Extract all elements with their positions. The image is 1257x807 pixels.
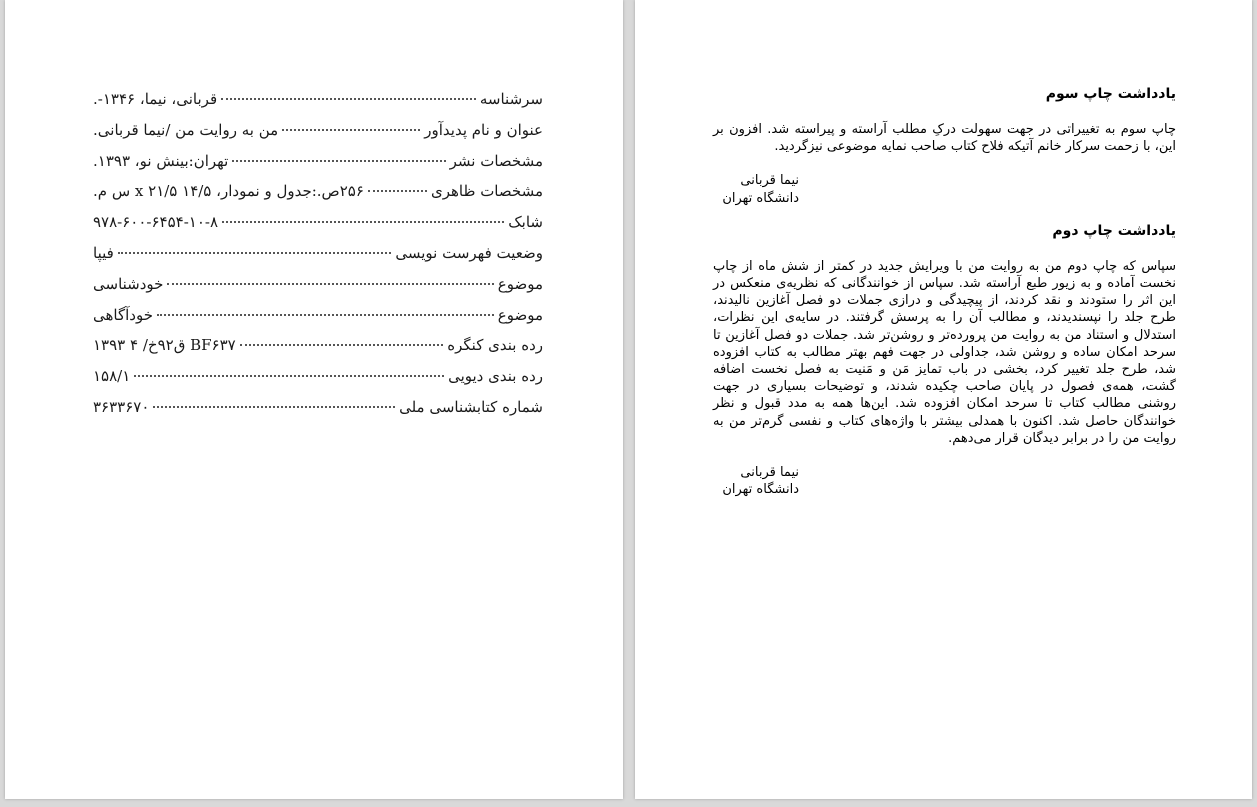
signature-name: نیما قربانی [740,173,799,189]
catalog-row [93,146,543,177]
catalog-value: خودشناسی [93,274,164,293]
catalog-label: شابک [508,213,543,232]
catalog-label: عنوان و نام پدیدآور [424,120,543,139]
note-heading: یادداشت چاپ سوم [1045,86,1176,102]
catalog-value: ۳۶۳۳۶۷۰ [93,397,150,416]
dotted-leader [153,406,395,408]
note-heading: یادداشت چاپ دوم [1052,222,1176,239]
catalog-row [93,176,543,207]
catalog-row [93,84,543,115]
catalog-row [93,361,543,392]
dotted-leader [221,98,476,100]
catalog-value: ۲۵۶ص.:جدول و نمودار، ۱۴/۵ x ۲۱/۵ س م. [93,182,364,201]
catalog-label: سرشناسه [479,90,543,108]
catalog-value: ۹۷۸-۶۰۰-۶۴۵۴-۱۰-۸ [93,213,219,232]
catalog-value: من به روایت من /نیما قربانی. [93,120,279,139]
catalog-row [93,330,543,361]
catalog-label: موضوع [497,305,543,324]
catalog-label: رده بندی دیویی [448,367,543,386]
signature-name: نیما قربانی [740,465,799,481]
dotted-leader [368,190,427,192]
catalog-label: رده بندی کنگره [447,336,543,355]
catalog-row [93,392,543,423]
catalog-value: ۱۵۸/۱ [93,367,131,386]
catalog-row [93,269,543,300]
catalog-label: وضعیت فهرست نویسی [395,243,543,262]
catalog-label: موضوع [497,274,543,293]
note-body: چاپ سوم به تغییراتی در جهت سهولت درکِ مطلب آراسته و پیراسته شد. افزون بر این، با زحمت سرکار خانم آتیکه فلاح کتاب صاحب نمایه موضوعی نیزگردید. [713,122,1176,155]
catalog-row [93,115,543,146]
dotted-leader [232,160,445,162]
catalog-value: BF۶۳۷ ق۹۲خ/ ۴ ۱۳۹۳ [93,336,236,355]
dotted-leader [167,283,493,285]
catalog-value: فیپا [93,243,114,262]
signature-place: دانشگاه تهران [722,190,799,206]
catalog-record [93,84,543,423]
second-edition-note [713,221,1176,513]
catalog-value: تهران:بینش نو، ۱۳۹۳. [93,151,229,170]
page-left [5,0,623,799]
dotted-leader [134,375,444,377]
dotted-leader [222,221,504,223]
page-right [635,0,1252,799]
catalog-label: مشخصات ظاهری [430,182,543,201]
dotted-leader [157,314,494,316]
signature-block [713,155,1176,220]
catalog-row [93,207,543,238]
note-body: سپاس که چاپ دوم من به روایت من با ویرایش جدید در کمتر از شش ماه از چاپ نخست آماده و به زیور طبع آراسته شد. سپاس از خوانندگانی که نظریه‌ی منعکس در این اثر را ستودند و نقد کردند، از پیچیدگی و درازی جملات دو فصل آغازین نالیدند، طرح جلد را نپسندیدند، و مطالب آن را به پرسش گرفتند. در سایه‌ی این نظرات، استدلال و استناد من به روایت من پرورده‌تر و روشن‌تر شد. جملات دو فصل آغازین تا سرحد امکان ساده و روشن شد، جداولی در جهت فهم بهتر مطالب به کتاب افزوده شد، طرح جلد تغییر کرد، بخشی در باب تمایز مَن و مَنیت به فصل نخست اضافه گشت، همه‌ی فصول در پایان صاحب چکیده شدند، و توضیحات بسیاری در جهت روشنی مطالب کتاب تا سرحد امکان افزوده شد. این‌ها همه به مدد قبول و نظر خوانندگان حاصل شد. اکنون با همدلی بیشتر با واژه‌های کتاب و نفسی گرم‌تر من به روایت من را در برابر دیدگان قرار می‌دهم. [713,258,1176,446]
catalog-label: مشخصات نشر [449,151,543,170]
catalog-value: خودآگاهی [93,305,153,324]
catalog-row [93,238,543,269]
catalog-label: شماره کتابشناسی ملی [399,397,543,416]
dotted-leader [118,252,392,254]
dotted-leader [282,129,420,131]
catalog-value: قربانی، نیما، ۱۳۴۶-. [93,90,218,108]
catalog-row [93,300,543,331]
edition-notes [713,84,1176,512]
dotted-leader [240,344,444,346]
signature-block [713,447,1176,512]
signature-place: دانشگاه تهران [722,482,799,498]
third-edition-note [713,84,1176,221]
